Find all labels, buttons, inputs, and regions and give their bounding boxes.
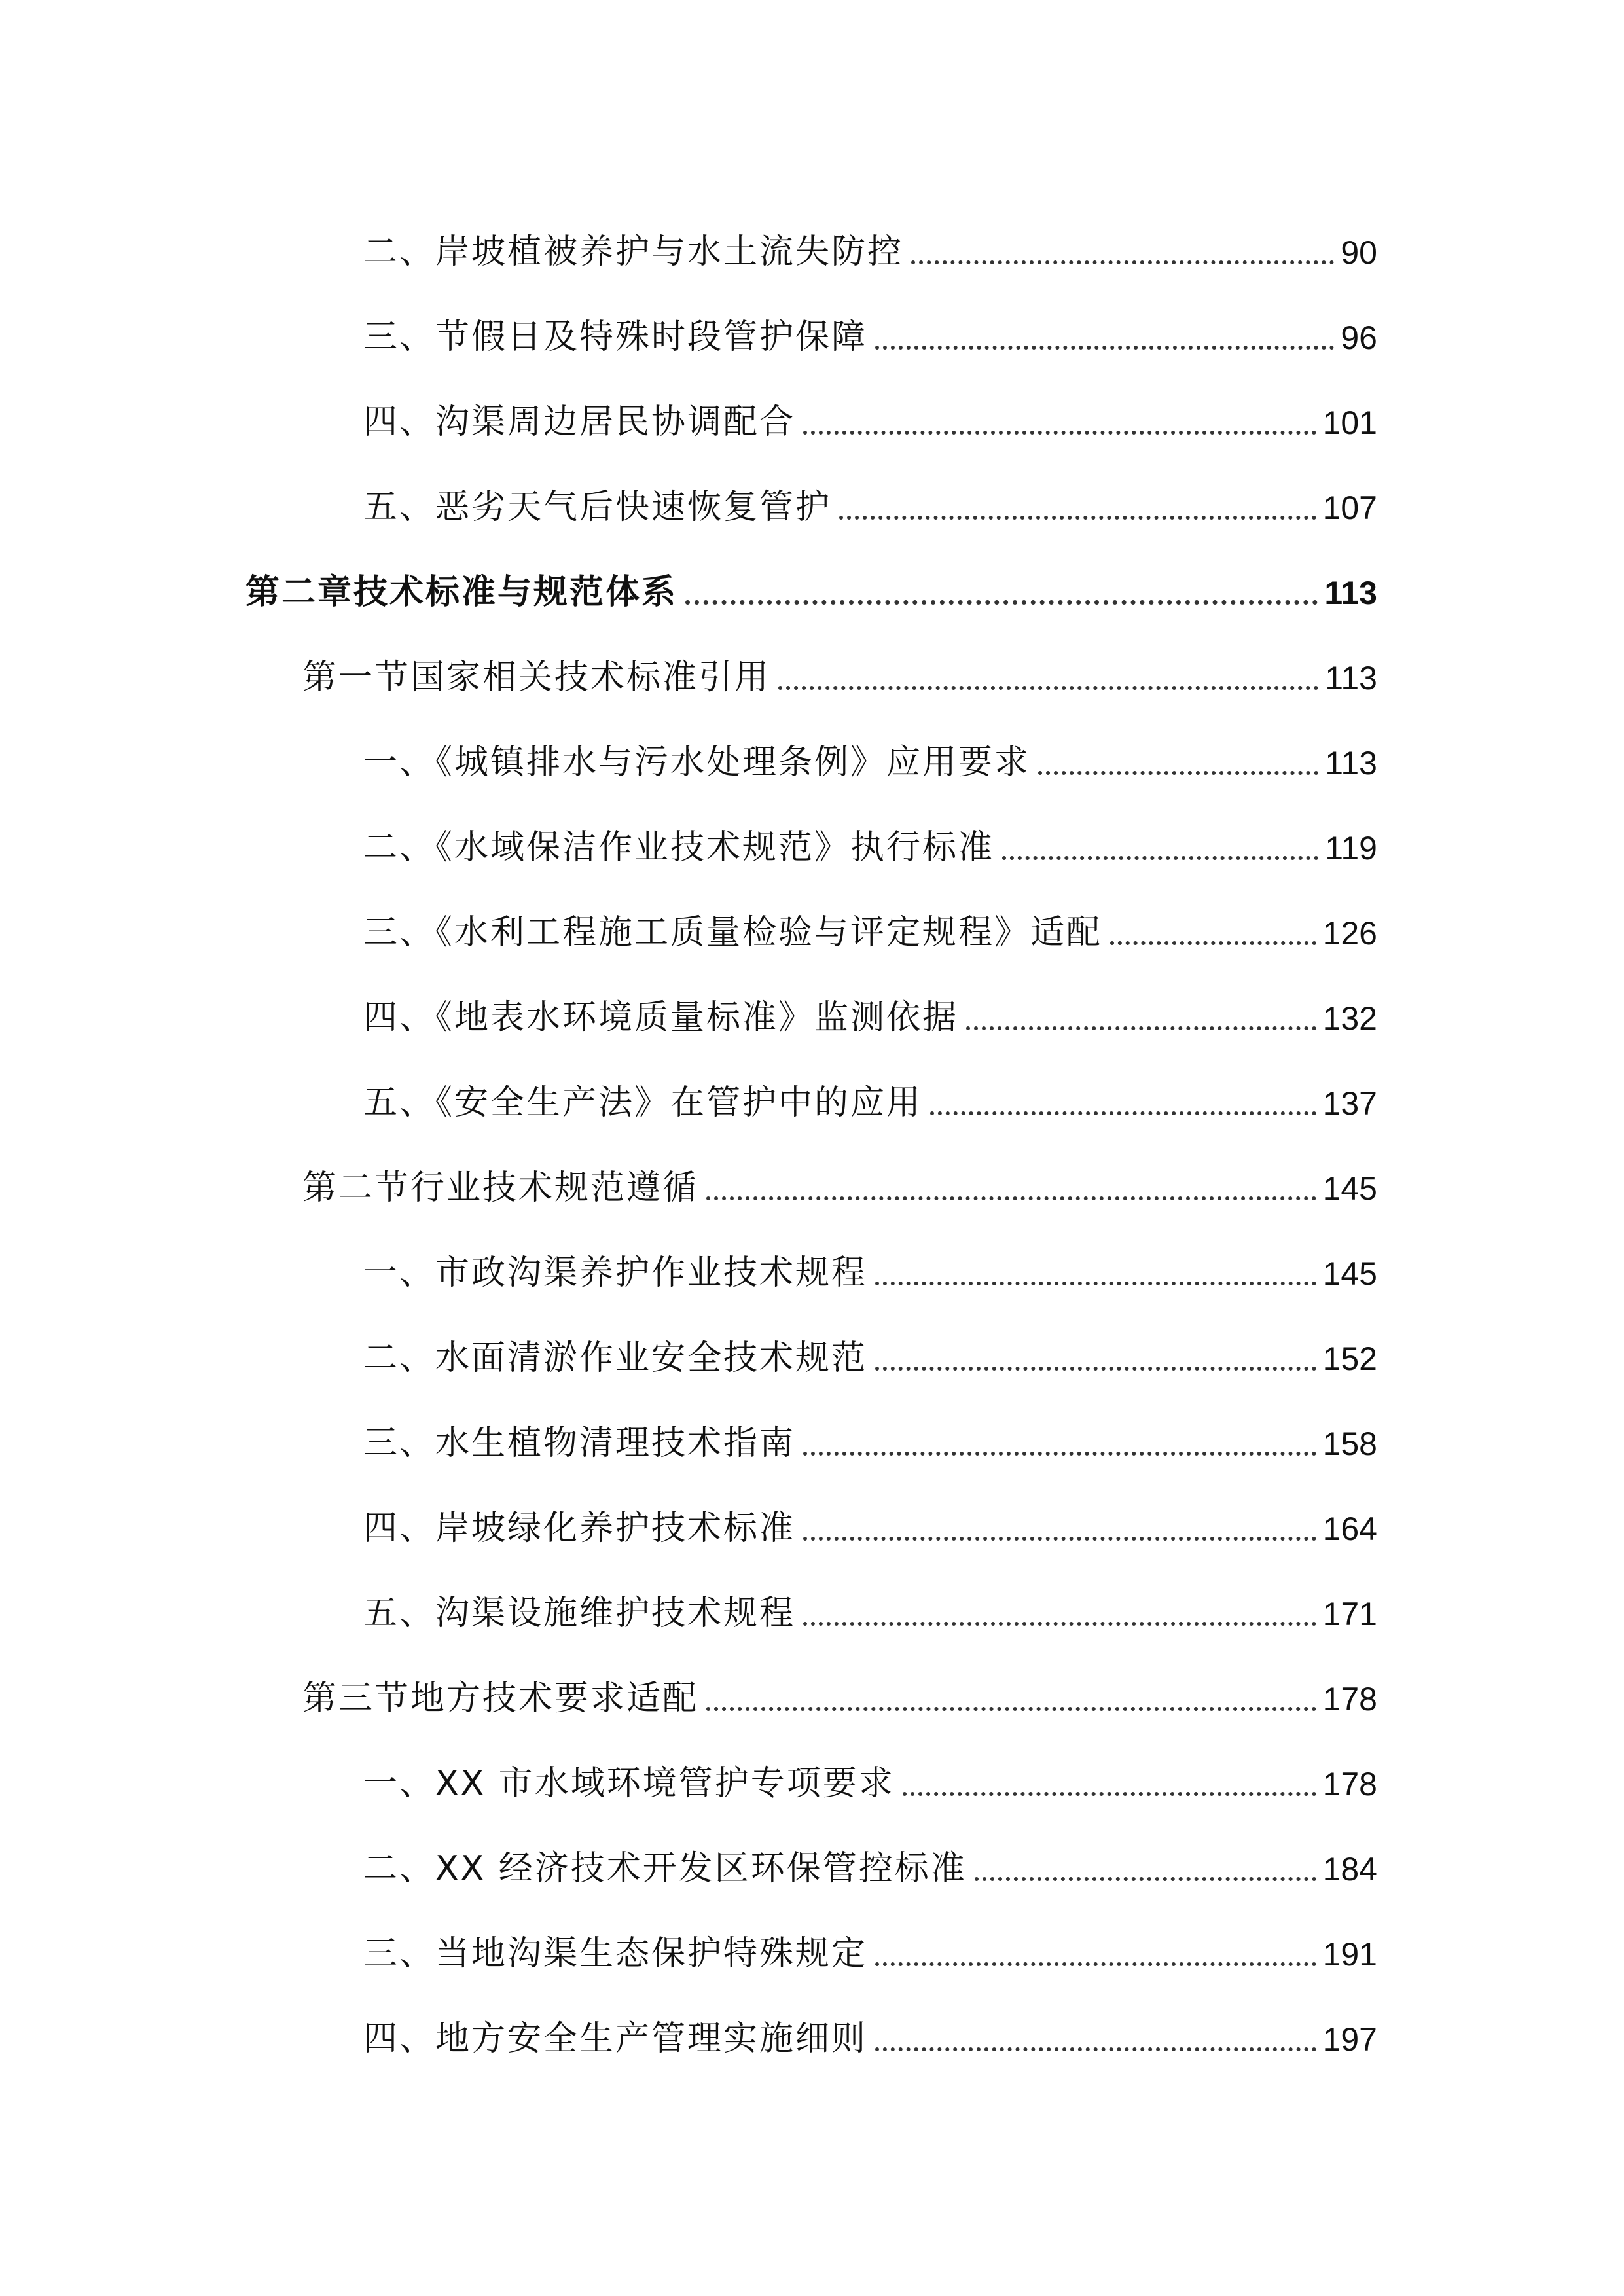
toc-entry[interactable] [363, 462, 1377, 528]
toc-entry[interactable] [363, 1738, 1377, 1804]
toc-entry-title: 一、市政沟渠养护作业技术规程 [363, 1253, 868, 1293]
toc-entry-title: 三、水生植物清理技术指南 [363, 1423, 796, 1463]
toc-entry[interactable] [363, 1994, 1377, 2059]
dot-leader [803, 1537, 1316, 1541]
dot-leader [706, 1707, 1316, 1711]
toc-section-entry[interactable] [302, 1653, 1377, 1719]
toc-entry[interactable] [363, 802, 1377, 868]
toc-chapter-entry[interactable] [245, 547, 1377, 613]
dot-leader [930, 1111, 1316, 1115]
dot-leader [875, 2047, 1316, 2051]
dot-leader [875, 1367, 1316, 1371]
toc-entry[interactable] [363, 292, 1377, 357]
toc-entry-page: 137 [1322, 1085, 1377, 1122]
dot-leader [706, 1196, 1316, 1200]
toc-entry-page: 152 [1322, 1340, 1377, 1377]
toc-entry[interactable] [363, 1313, 1377, 1378]
toc-entry-page: 145 [1322, 1255, 1377, 1292]
dot-leader [803, 1622, 1316, 1626]
toc-entry-title: 第二章技术标准与规范体系 [245, 572, 678, 612]
toc-entry-page: 171 [1322, 1596, 1377, 1632]
dot-leader [1002, 856, 1318, 860]
toc-entry[interactable] [363, 377, 1377, 442]
toc-entry[interactable] [363, 1483, 1377, 1549]
dot-leader [903, 1792, 1316, 1796]
toc-entry[interactable] [363, 1398, 1377, 1463]
dot-leader [966, 1026, 1316, 1030]
toc-entry-page: 101 [1322, 404, 1377, 441]
toc-entry-title: 第三节地方技术要求适配 [302, 1678, 699, 1718]
toc-entry-page: 158 [1322, 1426, 1377, 1462]
toc-entry-page: 90 [1341, 234, 1377, 271]
dot-leader [911, 260, 1334, 264]
toc-entry-title: 第一节国家相关技术标准引用 [302, 657, 771, 697]
dot-leader [803, 431, 1316, 435]
toc-entry-page: 119 [1325, 830, 1377, 867]
toc-entry[interactable] [363, 1568, 1377, 1634]
toc-entry-page: 113 [1324, 575, 1377, 611]
toc-entry-page: 145 [1322, 1170, 1377, 1207]
toc-entry-title: 五、沟渠设施维护技术规程 [363, 1593, 796, 1633]
toc-entry[interactable] [363, 717, 1377, 783]
dot-leader [803, 1452, 1316, 1456]
toc-entry-page: 113 [1325, 660, 1377, 696]
toc-entry[interactable] [363, 207, 1377, 272]
toc-entry[interactable] [363, 1823, 1377, 1889]
dot-leader [778, 686, 1318, 690]
toc-section-entry[interactable] [302, 1143, 1377, 1208]
toc-entry-title: 四、《地表水环境质量标准》监测依据 [363, 997, 959, 1037]
toc-entry-page: 191 [1322, 1936, 1377, 1973]
toc-entry-title: 二、水面清淤作业安全技术规范 [363, 1338, 868, 1378]
toc-entry-page: 113 [1325, 745, 1377, 781]
toc-entry-title: 四、岸坡绿化养护技术标准 [363, 1508, 796, 1548]
toc-entry-page: 197 [1322, 2021, 1377, 2058]
toc-entry-title: 五、《安全生产法》在管护中的应用 [363, 1083, 923, 1122]
toc-entry[interactable] [363, 1228, 1377, 1293]
toc-entry-title: 四、地方安全生产管理实施细则 [363, 2018, 868, 2058]
toc-entry-title: 一、《城镇排水与污水处理条例》应用要求 [363, 742, 1031, 782]
dot-leader [1110, 941, 1316, 945]
toc-entry-page: 178 [1322, 1766, 1377, 1803]
toc-entry-title: 一、XX 市水域环境管护专项要求 [363, 1763, 895, 1803]
dot-leader [685, 600, 1318, 605]
toc-entry[interactable] [363, 888, 1377, 953]
toc-entry[interactable] [363, 1058, 1377, 1123]
toc-entry-title: 二、XX 经济技术开发区环保管控标准 [363, 1848, 967, 1888]
dot-leader [875, 1962, 1316, 1966]
dot-leader [975, 1877, 1316, 1881]
toc-entry-page: 96 [1341, 319, 1377, 356]
toc-entry-title: 二、岸坡植被养护与水土流失防控 [363, 232, 904, 272]
toc-entry-page: 107 [1322, 490, 1377, 526]
toc-entry-title: 四、沟渠周边居民协调配合 [363, 402, 796, 442]
dot-leader [875, 346, 1334, 350]
toc-entry[interactable] [363, 1909, 1377, 1974]
toc-entry-page: 184 [1322, 1851, 1377, 1888]
toc-entry[interactable] [363, 973, 1377, 1038]
toc-section-entry[interactable] [302, 632, 1377, 698]
toc-entry-title: 三、当地沟渠生态保护特殊规定 [363, 1933, 868, 1973]
dot-leader [839, 516, 1316, 520]
toc-entry-title: 第二节行业技术规范遵循 [302, 1168, 699, 1208]
toc-entry-page: 178 [1322, 1681, 1377, 1717]
toc-entry-page: 132 [1322, 1000, 1377, 1037]
toc-entry-title: 三、《水利工程施工质量检验与评定规程》适配 [363, 912, 1103, 952]
toc-entry-page: 164 [1322, 1511, 1377, 1547]
toc-entry-page: 126 [1322, 915, 1377, 952]
dot-leader [1038, 771, 1318, 775]
toc-entry-title: 三、节假日及特殊时段管护保障 [363, 317, 868, 357]
dot-leader [875, 1282, 1316, 1285]
toc-entry-title: 二、《水域保洁作业技术规范》执行标准 [363, 827, 995, 867]
toc-entry-title: 五、恶劣天气后快速恢复管护 [363, 487, 832, 527]
